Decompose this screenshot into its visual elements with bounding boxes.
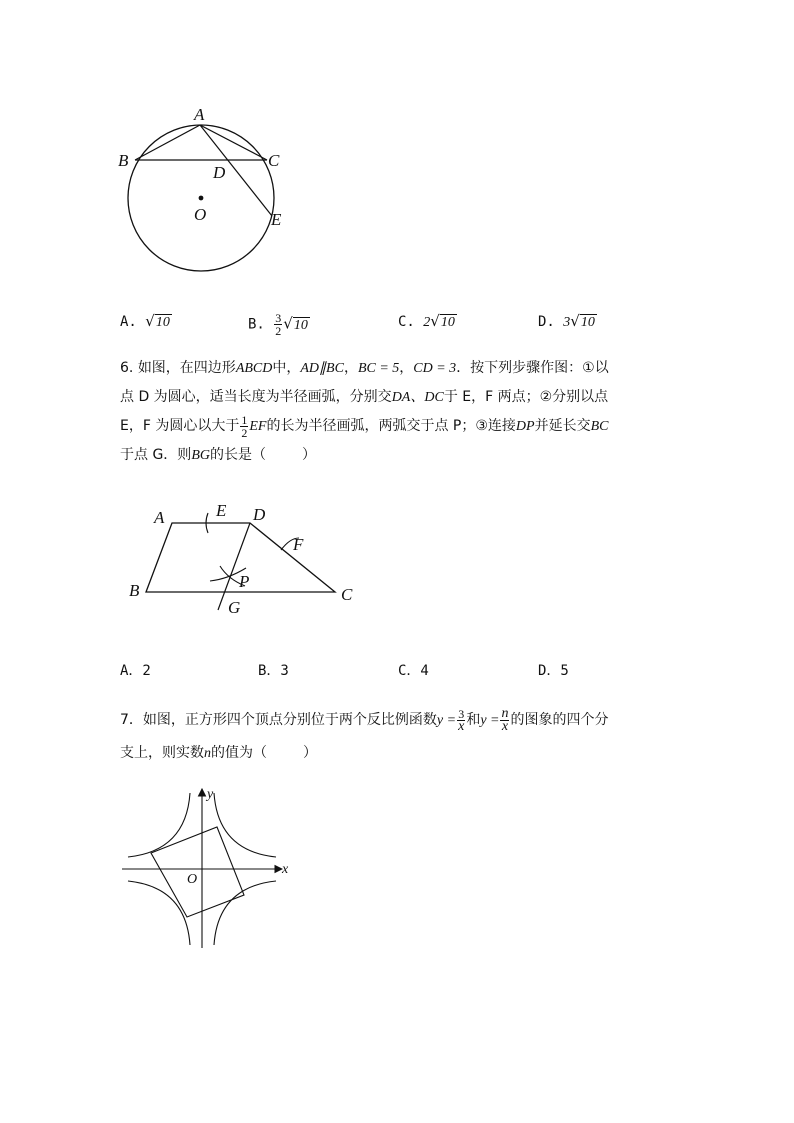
square	[151, 827, 244, 917]
label-p: P	[239, 572, 250, 591]
radicand: 10	[155, 315, 170, 330]
label-e: E	[271, 210, 282, 229]
label-a: A	[194, 105, 205, 124]
fraction-n-over-x: $\frac{n}{x}$	[501, 705, 509, 734]
label-e: E	[216, 501, 227, 520]
radicand: 10	[293, 317, 308, 333]
fraction-3-over-x: $\frac{3}{x}$	[458, 706, 465, 734]
label-f: F	[293, 535, 304, 554]
hyperbola-branch-q4	[214, 881, 276, 945]
hyperbola-branch-q2	[128, 793, 190, 857]
hyperbola-branch-q3	[128, 881, 190, 945]
q5-option-b[interactable]: B. $\frac{3}{2}$ √10	[248, 311, 308, 338]
segment-ae	[200, 125, 272, 216]
label-b: B	[129, 581, 140, 600]
ray-dg	[218, 523, 250, 610]
q6-option-a[interactable]: A．2	[120, 663, 151, 679]
q5-option-c[interactable]: C. 2√10	[398, 312, 455, 330]
label-o: O	[194, 205, 207, 224]
figure-circle	[110, 100, 310, 280]
q5-options	[120, 312, 680, 340]
q6-option-b[interactable]: B．3	[258, 663, 289, 679]
radicand: 10	[580, 315, 595, 330]
label-c: C	[341, 585, 353, 604]
hyperbola-branch-q1	[214, 793, 276, 857]
label-origin: O	[187, 872, 198, 887]
label-x: x	[282, 862, 289, 877]
fraction-half: $\frac{1}{2}$	[241, 412, 248, 440]
label-y: y	[207, 787, 214, 802]
label-c: C	[268, 151, 280, 170]
q5-option-a[interactable]: A. √10	[120, 312, 170, 330]
question-6: 6. 如图，在四边形ABCD中，AD∥BC，BC = 5，CD = 3．按下列步骤作图：①以 点 D 为圆心，适当长度为半径画弧，分别交DA、DC于 E，F 两点；②分别以点 E，F 为圆心以大于 $\frac{1}{2}$ EF的长为半径画弧，两弧交于点 P；③连接DP并延长交BC 于点 G．则BG的长是（ ）	[120, 360, 609, 463]
label-b: B	[118, 151, 129, 170]
label-a: A	[154, 508, 165, 527]
q6-option-d[interactable]: D．5	[538, 663, 569, 679]
question-7: 7．如图，正方形四个顶点分别位于两个反比例函数y = $\frac{3}{x}$ 和y = $\frac{n}{x}$ 的图象的四个分 支上，则实数n的值为（ ）	[120, 705, 609, 761]
center-dot	[199, 196, 204, 201]
q5-option-d[interactable]: D. 3√10	[538, 312, 595, 330]
figure-trapezoid	[120, 500, 370, 625]
segment-ac	[200, 125, 267, 160]
label-d: D	[213, 163, 226, 182]
fraction: $\frac{3}{2}$	[275, 311, 282, 338]
radicand: 10	[440, 315, 455, 330]
figure-hyperbola-square	[118, 785, 298, 955]
label-d: D	[253, 505, 266, 524]
segment-ab	[135, 125, 200, 160]
q6-options	[120, 660, 680, 684]
q6-option-c[interactable]: C．4	[398, 663, 429, 679]
label-g: G	[228, 598, 241, 617]
